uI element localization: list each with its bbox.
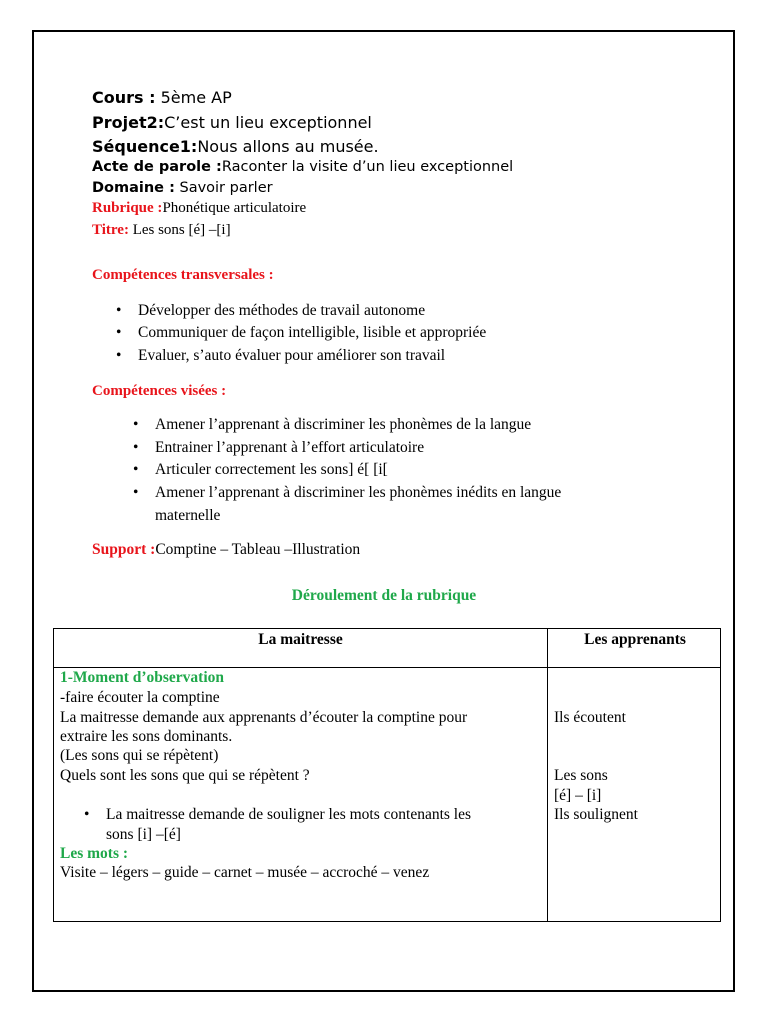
moment-title: 1-Moment d’observation [60, 669, 225, 686]
list-item: • Entrainer l’apprenant à l’effort articulatoire [133, 439, 425, 456]
col-header-maitresse: La maitresse [258, 631, 343, 648]
list-item-continuation: maternelle [155, 507, 221, 524]
teacher-line: extraire les sons dominants. [60, 728, 233, 745]
table-header-divider [54, 667, 720, 668]
mots-value: Visite – légers – guide – carnet – musée – accroché – venez [60, 864, 430, 881]
teacher-line: La maitresse demande aux apprenants d’écouter la comptine pour [60, 709, 468, 726]
student-line: Les sons [554, 767, 608, 784]
teacher-line: Quels sont les sons que qui se répètent ? [60, 767, 310, 784]
student-line: Ils soulignent [554, 806, 638, 823]
rubrique-line: Rubrique :Phonétique articulatoire [92, 200, 307, 216]
acte-line: Acte de parole :Raconter la visite d’un lieu exceptionnel [92, 159, 514, 175]
list-item: • Amener l’apprenant à discriminer les phonèmes inédits en langue [133, 484, 562, 501]
list-item: • Amener l’apprenant à discriminer les phonèmes de la langue [133, 416, 532, 433]
teacher-bullet-continuation: sons [i] –[é] [106, 826, 181, 843]
list-item: • Développer des méthodes de travail autonome [116, 302, 426, 319]
teacher-line: -faire écouter la comptine [60, 689, 220, 706]
competences-visees-title: Compétences visées : [92, 383, 227, 399]
deroulement-title: Déroulement de la rubrique [291, 587, 477, 604]
projet-line: Projet2:C’est un lieu exceptionnel [92, 113, 372, 132]
bullet-icon: • [84, 806, 90, 823]
teacher-line: (Les sons qui se répètent) [60, 747, 219, 764]
list-item: • Evaluer, s’auto évaluer pour améliorer son travail [116, 347, 446, 364]
competences-transversales-title: Compétences transversales : [92, 267, 274, 283]
rubrique-table [53, 628, 721, 922]
student-line: [é] – [i] [554, 787, 602, 804]
list-item: • Communiquer de façon intelligible, lisible et appropriée [116, 324, 487, 341]
list-item: • Articuler correctement les sons] é[ [i[ [133, 461, 388, 478]
table-column-divider [547, 629, 548, 921]
student-line: Ils écoutent [554, 709, 626, 726]
titre-line: Titre: Les sons [é] –[i] [92, 222, 231, 238]
cours-line: Cours : 5ème AP [92, 88, 232, 107]
support-line: Support :Comptine – Tableau –Illustration [92, 541, 361, 558]
col-header-apprenants: Les apprenants [584, 631, 686, 648]
teacher-bullet: La maitresse demande de souligner les mots contenants les [106, 806, 472, 823]
mots-label: Les mots : [60, 845, 129, 862]
domaine-line: Domaine : Savoir parler [92, 180, 273, 196]
sequence-line: Séquence1:Nous allons au musée. [92, 137, 379, 156]
